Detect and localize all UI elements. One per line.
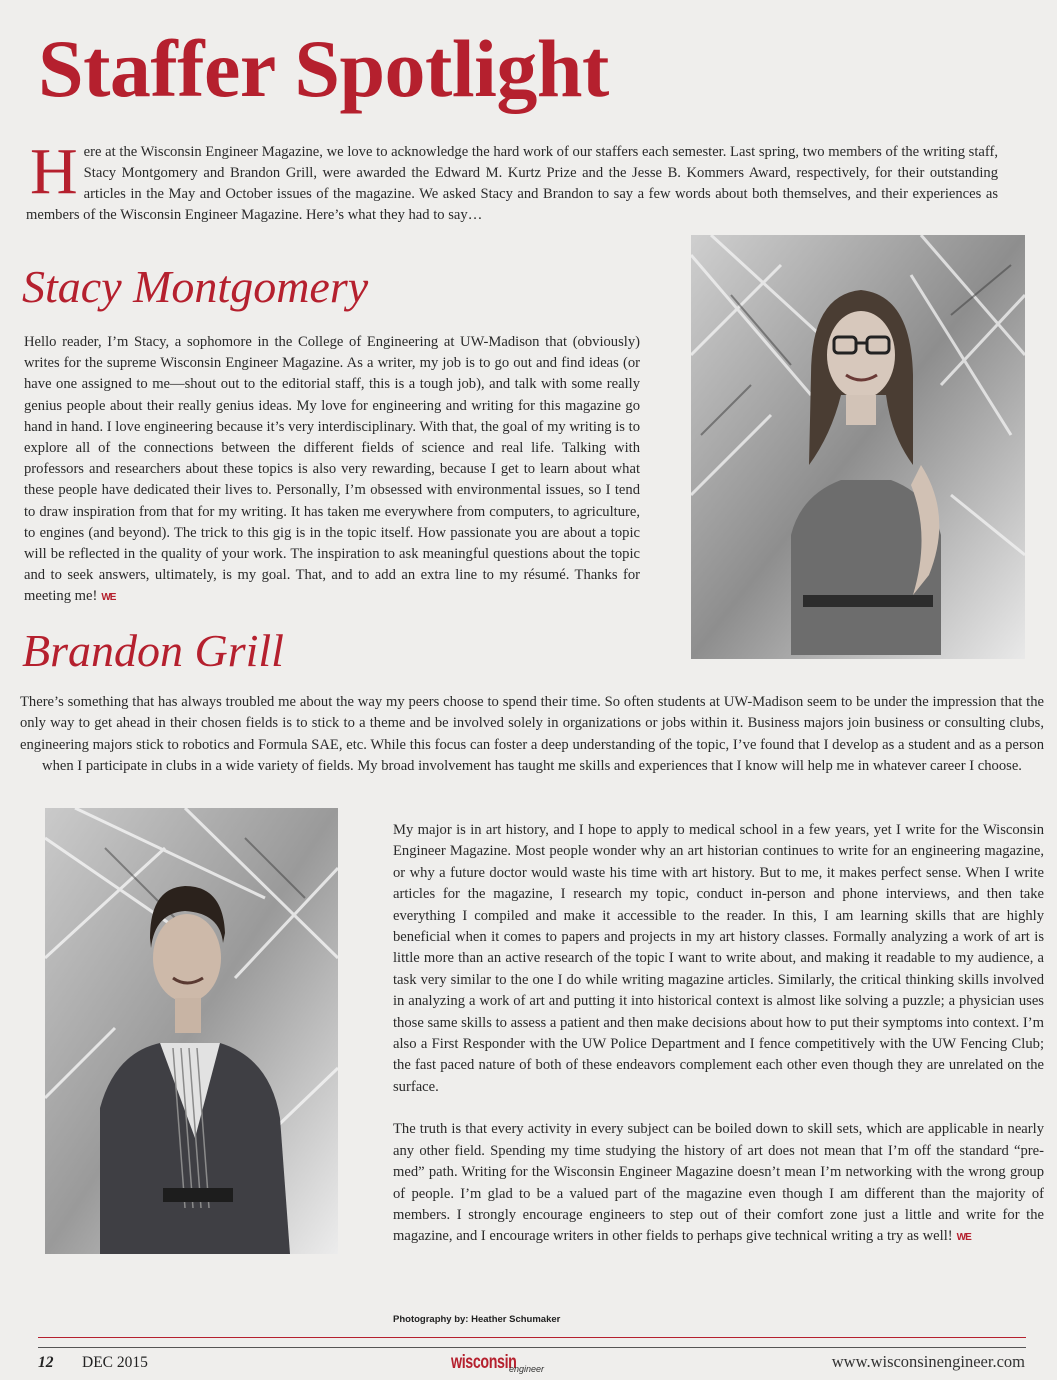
stacy-text: Hello reader, I’m Stacy, a sophomore in the College of Engineering at UW-Madison that (obviously) writes for the supreme Wisconsin Engineer Magazine. As a writer, my job is to go out and find ideas (or have one assigned to me—shout out to the editorial staff, this is a tough job), and talk with some really genius people about their really genius ideas. My love for engineering and writing for this magazine go hand in hand. I love engineering because it’s very interdisciplinary. With that, the goal of my writing is to explore all of the connections between the different fields of science and real life. Talking with professors and researchers about these topics is also very rewarding, because I get to learn about what these people have dedicated their lives to. Personally, I’m obsessed with environmental issues, so I tend to draw inspiration from that for my writing. It has taken me everywhere from computers, to agriculture, to engines (and beyond). The trick to this gig is in the topic itself. How passionate you are about a topic will be reflected in the quality of your work. The inspiration to ask meaningful questions about the topic and to seek answers, ultimately, is my goal. That, and to add an extra line to my résumé. Thanks for meeting me! — [24, 334, 640, 605]
brandon-paragraph-2-text: The truth is that every activity in every subject can be boiled down to skill sets, which are applicable in nearly any other field. Spending my time studying the history of art does not mean that I’m off the standard “pre-med” path. Writing for the Wisconsin Engineer Magazine doesn’t mean I’m networking with the wrong group of people. I’m glad to be a valued part of the magazine even though I am different than the majority of members. I strongly encourage engineers to step out of their comfort zone just a little and write for the magazine, and I encourage writers in other fields to perhaps give technical writing a try as well! — [393, 1121, 1044, 1245]
footer-rule-top — [38, 1337, 1026, 1338]
stacy-paragraph — [24, 332, 640, 609]
brandon-lead-paragraph: There’s something that has always troubled me about the way my peers choose to spend their time. So often students at UW-Madison seem to be under the impression that the only way to get ahead in their chosen fields is to stick to a theme and be involved solely in organizations or jobs within it. Business majors join business or consulting clubs, engineering majors stick to robotics and Formula SAE, etc. While this focus can foster a deep understanding of the topic, I’ve found that I develop as a student and as a person when I participate in clubs in a wide variety of fields. My broad involvement has taught me skills and experiences that I know will help me in whatever career I choose. — [20, 694, 1044, 775]
magazine-logo — [451, 1352, 545, 1378]
logo-subtitle: engineer — [509, 1364, 545, 1374]
drop-cap: H — [30, 135, 78, 208]
stacy-photo — [691, 235, 1025, 659]
we-logo-mark-2: WE — [956, 1232, 971, 1244]
brandon-column — [393, 820, 1044, 1270]
footer-rule-bottom — [38, 1347, 1026, 1348]
issue-date: DEC 2015 — [82, 1354, 148, 1371]
brandon-paragraph-1: My major is in art history, and I hope to apply to medical school in a few years, yet I write for the Wisconsin Engineer Magazine. Most people wonder why an art historian continues to write for an engineering magazine, or why a future doctor would waste his time with art history. But to me, it makes perfect sense. When I write articles for the magazine, I research my topic, conduct in-person and phone interviews, and then take everything I compiled and make it accessible to the reader. In this, I am learning skills that are highly beneficial when it comes to papers and projects in my art history classes. Formally analyzing a work of art is little more than an active research of the topic I want to write about, and making it readable to my audience, a task very similar to the one I do while writing magazine articles. Similarly, the critical thinking skills involved in analyzing a work of art and putting it into historical context is almost like solving a puzzle; a physician uses those same skills to assess a patient and then make decisions about how to put their symptoms into context. I’m also a First Responder with the UW Police Department and I fence competitively with the UW Fencing Club; the fast paced nature of both of these endeavors complement each other even though they are unrelated on the surface. — [393, 822, 1044, 1095]
we-logo-mark: WE — [101, 592, 116, 604]
footer-url: www.wisconsinengineer.com — [831, 1352, 1025, 1371]
brandon-photo — [45, 808, 338, 1254]
photo-credit: Photography by: Heather Schumaker — [393, 1314, 561, 1325]
page-title: Staffer Spotlight — [38, 23, 609, 114]
stacy-heading: Stacy Montgomery — [22, 261, 369, 312]
logo-wordmark: wisconsin — [451, 1352, 517, 1373]
brandon-heading: Brandon Grill — [22, 625, 284, 676]
page-number: 12 — [38, 1354, 54, 1371]
stacy-portrait-image — [691, 235, 1025, 659]
intro-text: ere at the Wisconsin Engineer Magazine, we love to acknowledge the hard work of our staffers each semester. Last spring, two members of the writing staff, Stacy Montgomery and Brandon Grill, were awarded the Edward M. Kurtz Prize and the Jesse B. Kommers Award, respectively, for their outstanding articles in the May and October issues of the magazine. We asked Stacy and Brandon to say a few words about both themselves, and their experiences as members of the Wisconsin Engineer Magazine. Here’s what they had to say… — [26, 144, 998, 223]
brandon-portrait-image — [45, 808, 338, 1254]
intro-paragraph — [26, 135, 998, 226]
brandon-paragraph-2 — [393, 1119, 1044, 1248]
